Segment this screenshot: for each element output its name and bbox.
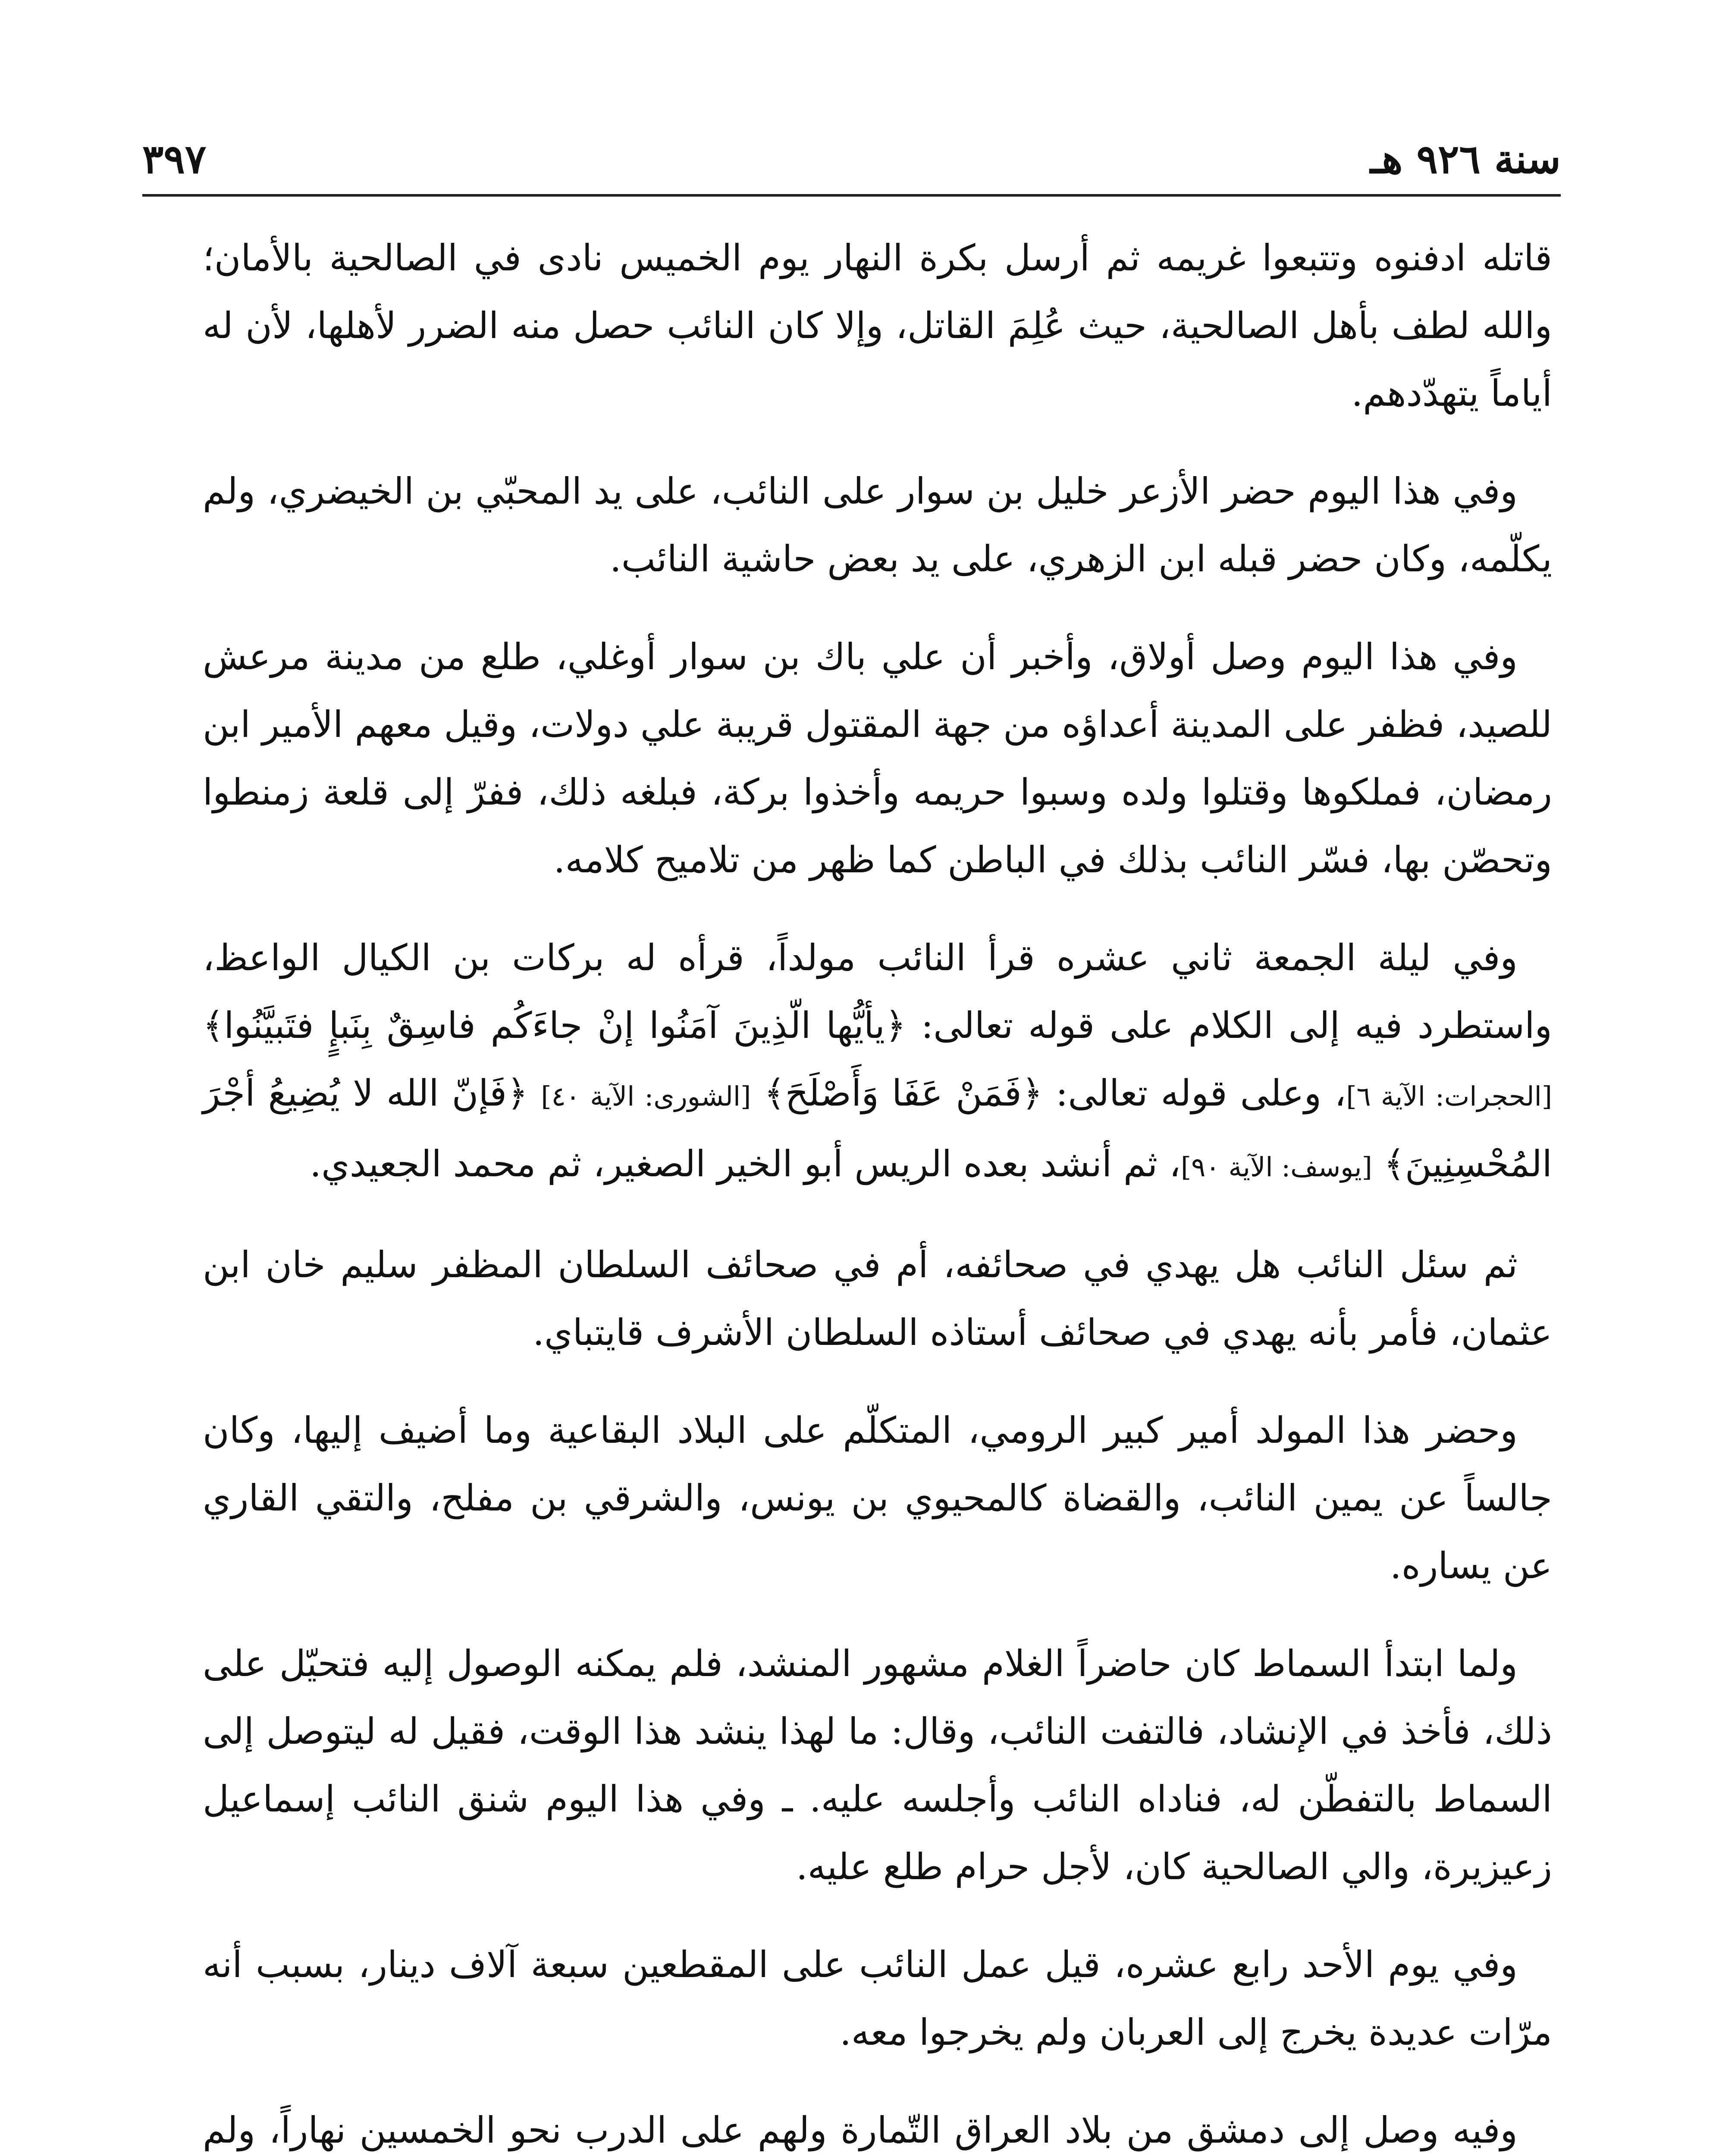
verse-reference: [الحجرات: الآية ٦] (1346, 1081, 1553, 1112)
verse-reference: [الشورى: الآية ٤٠] (541, 1081, 751, 1112)
quran-quote: ﴿فَإنّ الله لا يُضِيعُ أجْرَ المُحْسِنِينَ﴾ (203, 1072, 1552, 1185)
page-number: ٣٩٧ (142, 136, 207, 182)
quran-quote: ﴿يأيُّها الّذِينَ آمَنُوا إنْ جاءَكُم فاسِقٌ بِنَبإٍ فتَبيَّنُوا﴾ (203, 1004, 907, 1047)
paragraph: وفيه وصل إلى دمشق من بلاد العراق التّمارة ولهم على الدرب نحو الخمسين نهاراً، ولم (203, 2109, 1518, 2151)
quran-paragraph (203, 924, 1552, 1201)
page-body (203, 224, 1552, 2156)
paragraph-text: ، وعلى قوله تعالى: (1056, 1072, 1346, 1114)
paragraph: ثم سئل النائب هل يهدي في صحائفه، أم في صحائف السلطان المظفر سليم خان ابن عثمان، فأمر بأنه يهدي في صحائف أستاذه السلطان الأشرف قايتباي. (203, 1244, 1552, 1354)
header-rule (142, 194, 1561, 197)
paragraph-text: وفي ليلة الجمعة ثاني عشره قرأ النائب مولداً، قرأه له بركات بن الكيال الواعظ، واستطرد فيه إلى الكلام على قوله تعالى: (203, 937, 1552, 1047)
running-head-year: سنة ٩٢٦ هـ (1370, 136, 1561, 182)
paragraph: وفي هذا اليوم وصل أولاق، وأخبر أن علي باك بن سوار أوغلي، طلع من مدينة مرعش للصيد، فظفر على المدينة أعداؤه من جهة المقتول قريبة علي دولات، وقيل معهم الأمير ابن رمضان، فملكوها وقتلوا ولده وسبوا حريمه وأخذوا بركة، فبلغه ذلك، ففرّ إلى قلعة زمنطوا وتحصّن بها، فسّر النائب بذلك في الباطن كما ظهر من تلاميح كلامه. (203, 636, 1553, 881)
paragraph: وحضر هذا المولد أمير كبير الرومي، المتكلّم على البلاد البقاعية وما أضيف إليها، وكان جالساً عن يمين النائب، والقضاة كالمحيوي بن يونس، والشرقي بن مفلح، والتقي القاري عن يساره. (203, 1409, 1552, 1587)
paragraph: قاتله ادفنوه وتتبعوا غريمه ثم أرسل بكرة النهار يوم الخميس نادى في الصالحية بالأمان؛ والله لطف بأهل الصالحية، حيث عُلِمَ القاتل، وإلا كان النائب حصل منه الضرر لأهلها، لأن له أياماً يتهدّدهم. (203, 237, 1552, 414)
paragraph-text: ، ثم أنشد بعده الريس أبو الخير الصغير، ثم محمد الجعيدي. (310, 1143, 1181, 1185)
verse-reference: [يوسف: الآية ٩٠] (1180, 1151, 1372, 1183)
quran-quote: ﴿فَمَنْ عَفَا وَأَصْلَحَ﴾ (764, 1072, 1043, 1114)
paragraph: وفي هذا اليوم حضر الأزعر خليل بن سوار على النائب، على يد المحبّي بن الخيضري، ولم يكلّمه، وكان حضر قبله ابن الزهري، على يد بعض حاشية النائب. (203, 470, 1552, 580)
page-header (142, 123, 1561, 196)
paragraph: وفي يوم الأحد رابع عشره، قيل عمل النائب على المقطعين سبعة آلاف دينار، بسبب أنه مرّات عديدة يخرج إلى العربان ولم يخرجوا معه. (203, 1943, 1552, 2053)
paragraph: ولما ابتدأ السماط كان حاضراً الغلام مشهور المنشد، فلم يمكنه الوصول إليه فتحيّل على ذلك، فأخذ في الإنشاد، فالتفت النائب، وقال: ما لهذا ينشد هذا الوقت، فقيل له ليتوصل إلى السماط بالتفطّن له، فناداه النائب وأجلسه عليه. ـ وفي هذا اليوم شنق النائب إسماعيل زعيزيرة، والي الصالحية كان، لأجل حرام طلع عليه. (203, 1642, 1552, 1888)
